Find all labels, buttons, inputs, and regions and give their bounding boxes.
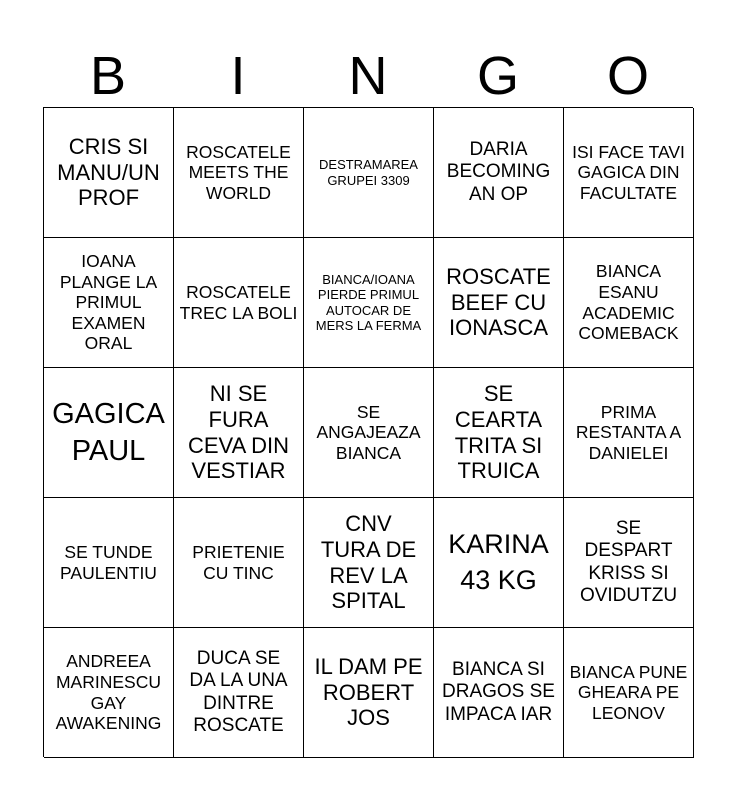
bingo-cell[interactable] [304,238,434,368]
bingo-header [43,44,693,108]
cell-text: ANDREEA MARINESCU GAY AWAKENING [55,651,162,734]
cell-text: ISI FACE TAVI GAGICA DIN FACULTATE [572,141,685,203]
cell-text: DESTRAMAREA GRUPEI 3309 [319,157,418,188]
bingo-cell[interactable] [174,628,304,758]
bingo-cell[interactable] [304,498,434,628]
cell-text: KARINA 43 KG [448,529,549,595]
bingo-cell[interactable] [174,498,304,628]
bingo-cell[interactable] [44,368,174,498]
header-letter-i: I [230,46,246,106]
bingo-cell[interactable] [564,238,694,368]
cell-text: PRIETENIE CU TINC [192,541,285,583]
header-letter-o: O [606,46,649,106]
cell-text: ROSCATELE MEETS THE WORLD [186,141,291,203]
bingo-cell[interactable] [564,498,694,628]
bingo-cell[interactable] [564,368,694,498]
bingo-cell[interactable] [434,498,564,628]
bingo-cell[interactable] [434,628,564,758]
cell-text: CRIS SI MANU/UN PROF [57,133,160,211]
header-letter-b: B [89,46,127,106]
cell-text: BIANCA SI DRAGOS SE IMPACA IAR [442,658,555,725]
cell-text: DUCA SE DA LA UNA DINTRE ROSCATE [189,647,288,736]
cell-text: ROSCATELE TREC LA BOLI [179,281,298,323]
bingo-cell[interactable] [434,368,564,498]
cell-text: NI SE FURA CEVA DIN VESTIAR [187,380,290,484]
bingo-cell[interactable] [44,108,174,238]
bingo-cell[interactable] [174,368,304,498]
bingo-cell[interactable] [174,238,304,368]
cell-text: BIANCA/IOANA PIERDE PRIMUL AUTOCAR DE MERS LA FERMA [315,271,422,333]
header-letter-n: N [348,46,388,106]
bingo-cell[interactable] [434,108,564,238]
cell-text: SE ANGAJEAZA BIANCA [316,401,421,463]
bingo-cell[interactable] [44,238,174,368]
bingo-cell[interactable] [564,108,694,238]
cell-text: GAGICA PAUL [52,398,165,467]
bingo-cell[interactable] [564,628,694,758]
cell-text: DARIA BECOMING AN OP [446,138,551,205]
cell-text: IL DAM PE ROBERT JOS [314,653,423,731]
cell-text: IOANA PLANGE LA PRIMUL EXAMEN ORAL [59,250,158,354]
bingo-cell[interactable] [174,108,304,238]
bingo-cell[interactable] [304,368,434,498]
cell-text: PRIMA RESTANTA A DANIELEI [575,401,682,463]
bingo-cell[interactable] [304,628,434,758]
bingo-grid [43,107,693,757]
cell-text: ROSCATE BEEF CU IONASCA [446,263,551,341]
bingo-cell[interactable] [44,628,174,758]
cell-text: SE DESPART KRISS SI OVIDUTZU [579,517,678,606]
cell-text: SE CEARTA TRITA SI TRUICA [454,380,543,484]
bingo-cell[interactable] [434,238,564,368]
bingo-cell[interactable] [304,108,434,238]
header-letter-g: G [476,46,519,106]
cell-text: SE TUNDE PAULENTIU [60,541,157,583]
cell-text: CNV TURA DE REV LA SPITAL [320,510,417,614]
cell-text: BIANCA ESANU ACADEMIC COMEBACK [578,261,679,344]
cell-text: BIANCA PUNE GHEARA PE LEONOV [569,661,688,723]
bingo-cell[interactable] [44,498,174,628]
